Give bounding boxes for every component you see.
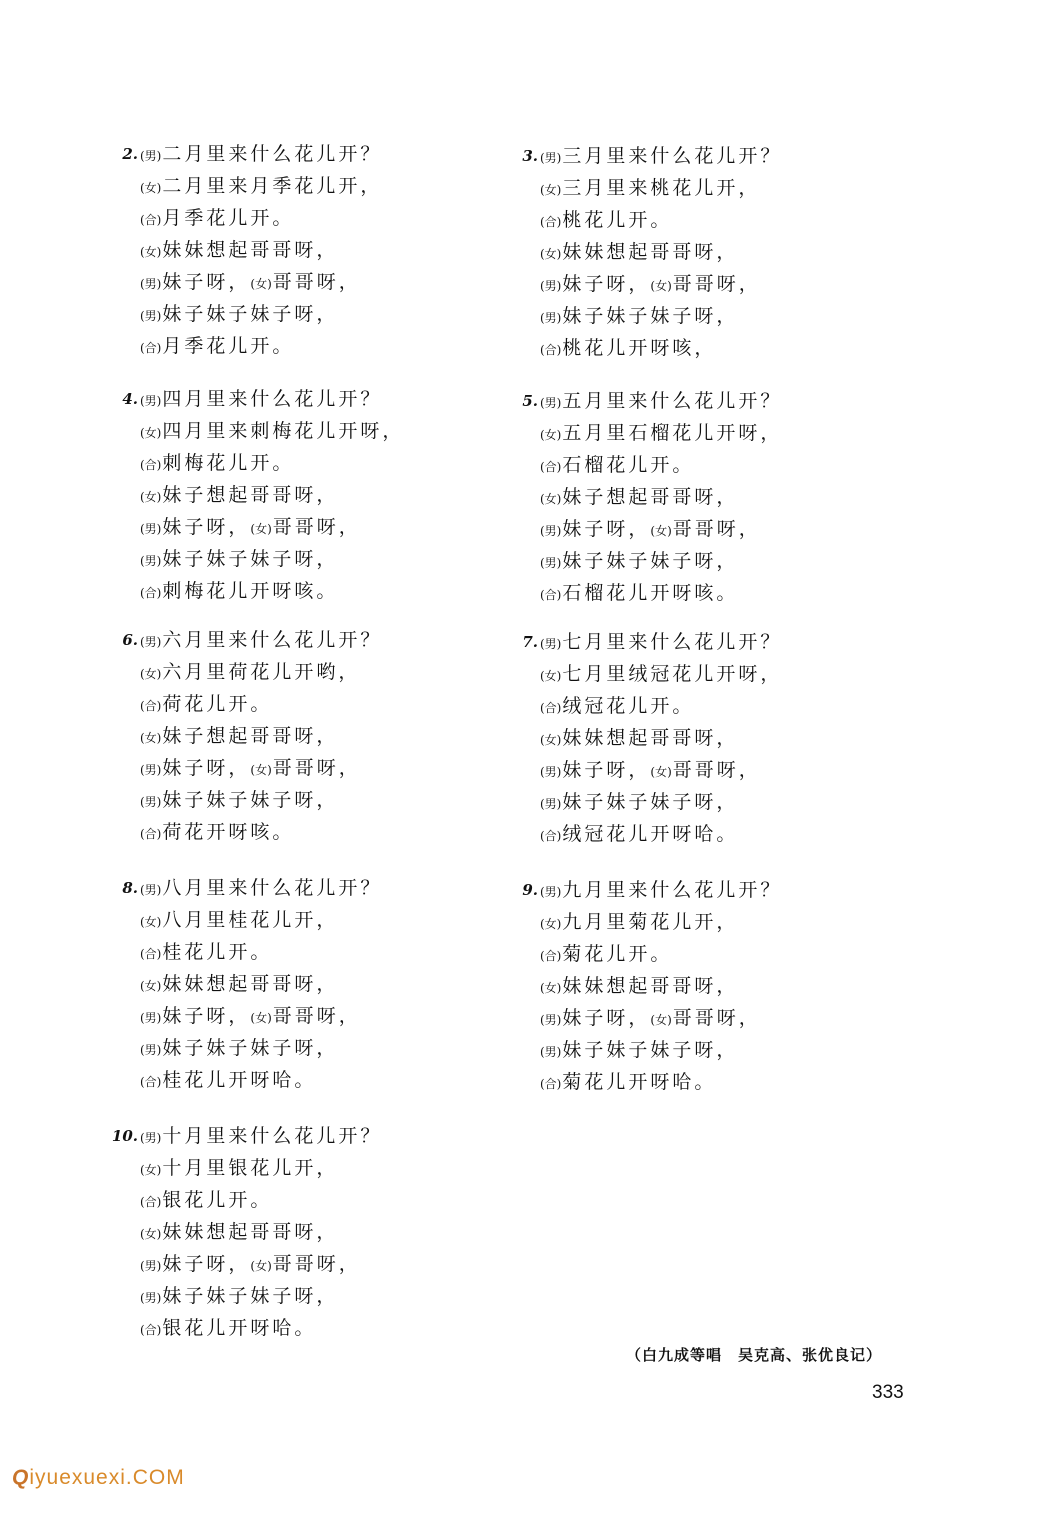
lyric-text: 妹妹想起哥哥呀， bbox=[162, 1221, 339, 1243]
lyric-line bbox=[140, 511, 540, 543]
singer-role: (男) bbox=[140, 277, 162, 291]
verse-10 bbox=[111, 1120, 540, 1344]
lyric-line bbox=[140, 688, 540, 720]
verse-2 bbox=[122, 138, 540, 362]
lyric-text: 五月里石榴花儿开呀， bbox=[562, 422, 783, 444]
singer-role: (女) bbox=[250, 1011, 272, 1025]
verse-number: 9. bbox=[522, 881, 538, 899]
lyric-text: 桃花儿开呀咳， bbox=[562, 337, 717, 359]
lyric-text: 七月里来什么花儿开？ bbox=[562, 631, 783, 653]
singer-role: (男) bbox=[540, 151, 562, 165]
lyric-text: 妹子呀， bbox=[562, 759, 651, 781]
verse-number: 10. bbox=[111, 1127, 138, 1145]
lyric-text: 哥哥呀， bbox=[272, 1005, 361, 1027]
singer-role: (男) bbox=[140, 309, 162, 323]
lyric-text: 妹子妹子妹子呀， bbox=[162, 548, 339, 570]
watermark-logo-q: Q bbox=[12, 1466, 30, 1489]
lyric-line bbox=[140, 1312, 540, 1344]
lyric-text: 十月里银花儿开， bbox=[162, 1157, 339, 1179]
lyric-text: 哥哥呀， bbox=[672, 1007, 761, 1029]
singer-role: (合) bbox=[140, 827, 162, 841]
lyric-line bbox=[140, 1000, 540, 1032]
lyric-line bbox=[140, 1064, 540, 1096]
lyric-line bbox=[140, 1184, 540, 1216]
lyric-text: 妹子妹子妹子呀， bbox=[562, 1039, 739, 1061]
lyric-line bbox=[540, 754, 940, 786]
singer-role: (合) bbox=[140, 1323, 162, 1337]
singer-role: (男) bbox=[140, 1259, 162, 1273]
lyric-line bbox=[540, 481, 940, 513]
singer-role: (女) bbox=[140, 490, 162, 504]
verse-3 bbox=[522, 140, 940, 364]
singer-role: (女) bbox=[650, 524, 672, 538]
lyric-text: 四月里来什么花儿开？ bbox=[162, 388, 383, 410]
verse-number: 2. bbox=[122, 145, 138, 163]
lyric-line bbox=[540, 513, 940, 545]
verse-8 bbox=[122, 872, 540, 1096]
lyric-line bbox=[522, 874, 940, 906]
singer-role: (合) bbox=[540, 949, 562, 963]
lyric-line bbox=[540, 786, 940, 818]
lyric-line bbox=[140, 479, 540, 511]
singer-role: (男) bbox=[540, 396, 562, 410]
lyric-text: 妹妹想起哥哥呀， bbox=[562, 975, 739, 997]
singer-role: (男) bbox=[140, 149, 162, 163]
verse-4 bbox=[122, 383, 540, 607]
lyric-text: 哥哥呀， bbox=[272, 271, 361, 293]
singer-role: (合) bbox=[140, 947, 162, 961]
lyric-line bbox=[540, 970, 940, 1002]
lyric-text: 妹子妹子妹子呀， bbox=[562, 791, 739, 813]
lyric-text: 妹子妹子妹子呀， bbox=[162, 789, 339, 811]
lyric-line bbox=[540, 268, 940, 300]
lyric-text: 绒冠花儿开。 bbox=[562, 695, 695, 717]
lyric-line bbox=[140, 968, 540, 1000]
singer-role: (女) bbox=[540, 917, 562, 931]
singer-role: (女) bbox=[650, 1013, 672, 1027]
singer-role: (合) bbox=[140, 458, 162, 472]
lyric-text: 哥哥呀， bbox=[672, 518, 761, 540]
lyric-text: 哥哥呀， bbox=[272, 1253, 361, 1275]
singer-role: (男) bbox=[540, 885, 562, 899]
lyric-line bbox=[140, 266, 540, 298]
singer-role: (女) bbox=[140, 731, 162, 745]
lyric-text: 十月里来什么花儿开？ bbox=[162, 1125, 383, 1147]
singer-role: (女) bbox=[650, 765, 672, 779]
lyric-line bbox=[540, 577, 940, 609]
singer-role: (男) bbox=[540, 637, 562, 651]
singer-role: (女) bbox=[540, 733, 562, 747]
singer-role: (女) bbox=[540, 428, 562, 442]
lyric-line bbox=[540, 332, 940, 364]
lyric-text: 银花儿开呀哈。 bbox=[162, 1317, 317, 1339]
lyric-line bbox=[540, 236, 940, 268]
singer-role: (合) bbox=[540, 829, 562, 843]
lyric-text: 妹妹想起哥哥呀， bbox=[162, 973, 339, 995]
lyric-line bbox=[140, 1248, 540, 1280]
singer-role: (合) bbox=[540, 701, 562, 715]
lyric-text: 九月里菊花儿开， bbox=[562, 911, 739, 933]
singer-role: (女) bbox=[540, 183, 562, 197]
lyric-line bbox=[540, 938, 940, 970]
lyric-text: 妹子妹子妹子呀， bbox=[162, 303, 339, 325]
lyric-text: 银花儿开。 bbox=[162, 1189, 273, 1211]
lyric-text: 桃花儿开。 bbox=[562, 209, 673, 231]
singer-role: (男) bbox=[540, 524, 562, 538]
lyric-line bbox=[140, 1152, 540, 1184]
lyric-line bbox=[540, 204, 940, 236]
singer-role: (男) bbox=[140, 1291, 162, 1305]
lyric-text: 刺梅花儿开呀咳。 bbox=[162, 580, 339, 602]
singer-role: (男) bbox=[540, 311, 562, 325]
lyric-text: 三月里来什么花儿开？ bbox=[562, 145, 783, 167]
singer-role: (女) bbox=[140, 245, 162, 259]
lyric-line bbox=[140, 784, 540, 816]
singer-role: (合) bbox=[140, 1075, 162, 1089]
lyric-text: 月季花儿开。 bbox=[162, 335, 295, 357]
lyric-line bbox=[140, 1032, 540, 1064]
lyric-line bbox=[140, 816, 540, 848]
singer-role: (合) bbox=[140, 586, 162, 600]
lyric-text: 哥哥呀， bbox=[672, 759, 761, 781]
singer-role: (女) bbox=[140, 915, 162, 929]
lyric-line bbox=[140, 415, 540, 447]
lyric-text: 妹子想起哥哥呀， bbox=[162, 725, 339, 747]
singer-role: (女) bbox=[140, 979, 162, 993]
singer-role: (男) bbox=[140, 1043, 162, 1057]
lyric-text: 妹子呀， bbox=[162, 757, 251, 779]
lyric-line bbox=[540, 690, 940, 722]
lyric-line bbox=[122, 872, 540, 904]
singer-role: (男) bbox=[140, 795, 162, 809]
verse-number: 8. bbox=[122, 879, 138, 897]
lyric-text: 八月里桂花儿开， bbox=[162, 909, 339, 931]
lyric-line bbox=[540, 1034, 940, 1066]
lyric-text: 哥哥呀， bbox=[272, 516, 361, 538]
lyric-line bbox=[140, 1216, 540, 1248]
verse-number: 4. bbox=[122, 390, 138, 408]
singer-role: (男) bbox=[540, 797, 562, 811]
lyric-text: 七月里绒冠花儿开呀， bbox=[562, 663, 783, 685]
singer-role: (女) bbox=[140, 1163, 162, 1177]
site-watermark bbox=[12, 1466, 185, 1490]
lyric-line bbox=[140, 170, 540, 202]
verse-9 bbox=[522, 874, 940, 1098]
lyric-text: 四月里来刺梅花儿开呀， bbox=[162, 420, 405, 442]
lyric-text: 六月里来什么花儿开？ bbox=[162, 629, 383, 651]
singer-role: (女) bbox=[140, 667, 162, 681]
lyric-line bbox=[122, 383, 540, 415]
lyric-text: 石榴花儿开。 bbox=[562, 454, 695, 476]
singer-role: (男) bbox=[140, 554, 162, 568]
lyric-text: 六月里荷花儿开哟， bbox=[162, 661, 361, 683]
verse-6 bbox=[122, 624, 540, 848]
lyric-line bbox=[540, 1066, 940, 1098]
lyric-line bbox=[140, 543, 540, 575]
singer-role: (女) bbox=[250, 277, 272, 291]
page-number: 333 bbox=[872, 1382, 904, 1403]
singer-role: (女) bbox=[650, 279, 672, 293]
verse-number: 3. bbox=[522, 147, 538, 165]
lyric-text: 妹子呀， bbox=[562, 273, 651, 295]
lyric-text: 哥哥呀， bbox=[672, 273, 761, 295]
lyric-text: 九月里来什么花儿开？ bbox=[562, 879, 783, 901]
lyric-text: 妹子妹子妹子呀， bbox=[162, 1037, 339, 1059]
singer-role: (男) bbox=[540, 279, 562, 293]
singer-role: (女) bbox=[250, 522, 272, 536]
lyric-line bbox=[140, 298, 540, 330]
singer-role: (合) bbox=[540, 460, 562, 474]
verse-5 bbox=[522, 385, 940, 609]
lyric-line bbox=[540, 300, 940, 332]
lyric-line bbox=[540, 658, 940, 690]
singer-role: (女) bbox=[540, 981, 562, 995]
singer-role: (合) bbox=[540, 1077, 562, 1091]
lyric-line bbox=[522, 140, 940, 172]
singer-role: (男) bbox=[140, 1131, 162, 1145]
lyric-text: 桂花儿开呀哈。 bbox=[162, 1069, 317, 1091]
verse-number: 7. bbox=[522, 633, 538, 651]
lyric-line bbox=[140, 904, 540, 936]
singer-role: (女) bbox=[250, 763, 272, 777]
lyric-line bbox=[522, 626, 940, 658]
singer-role: (男) bbox=[140, 763, 162, 777]
lyric-text: 妹妹想起哥哥呀， bbox=[562, 241, 739, 263]
lyric-text: 妹子妹子妹子呀， bbox=[562, 550, 739, 572]
singer-role: (合) bbox=[140, 213, 162, 227]
lyric-line bbox=[140, 575, 540, 607]
lyric-text: 三月里来桃花儿开， bbox=[562, 177, 761, 199]
singer-role: (合) bbox=[140, 341, 162, 355]
lyric-text: 荷花开呀咳。 bbox=[162, 821, 295, 843]
lyric-line bbox=[140, 447, 540, 479]
lyric-line bbox=[522, 385, 940, 417]
lyric-line bbox=[111, 1120, 540, 1152]
singer-role: (男) bbox=[140, 394, 162, 408]
watermark-text: iyuexuexi.COM bbox=[29, 1466, 185, 1489]
singer-credit: （白九成等唱 吴克高、张优良记） bbox=[626, 1346, 883, 1364]
singer-role: (男) bbox=[540, 556, 562, 570]
lyric-text: 妹子呀， bbox=[562, 518, 651, 540]
lyric-line bbox=[540, 1002, 940, 1034]
lyric-text: 荷花儿开。 bbox=[162, 693, 273, 715]
lyric-line bbox=[540, 449, 940, 481]
singer-role: (男) bbox=[540, 1045, 562, 1059]
singer-role: (男) bbox=[140, 1011, 162, 1025]
singer-role: (男) bbox=[140, 883, 162, 897]
lyric-line bbox=[140, 720, 540, 752]
lyric-line bbox=[122, 624, 540, 656]
lyric-line bbox=[540, 545, 940, 577]
singer-role: (女) bbox=[140, 426, 162, 440]
lyric-text: 八月里来什么花儿开？ bbox=[162, 877, 383, 899]
singer-role: (男) bbox=[140, 522, 162, 536]
lyric-text: 五月里来什么花儿开？ bbox=[562, 390, 783, 412]
singer-role: (女) bbox=[540, 247, 562, 261]
lyric-text: 妹子呀， bbox=[162, 1005, 251, 1027]
singer-role: (合) bbox=[540, 588, 562, 602]
singer-role: (女) bbox=[250, 1259, 272, 1273]
lyric-text: 妹子妹子妹子呀， bbox=[562, 305, 739, 327]
singer-role: (男) bbox=[140, 635, 162, 649]
lyric-text: 二月里来什么花儿开？ bbox=[162, 143, 383, 165]
singer-role: (合) bbox=[540, 215, 562, 229]
lyric-line bbox=[540, 906, 940, 938]
lyric-line bbox=[140, 330, 540, 362]
lyric-line bbox=[140, 656, 540, 688]
lyric-line bbox=[140, 936, 540, 968]
lyric-text: 月季花儿开。 bbox=[162, 207, 295, 229]
singer-role: (男) bbox=[540, 765, 562, 779]
singer-role: (女) bbox=[140, 1227, 162, 1241]
lyric-text: 妹子呀， bbox=[162, 516, 251, 538]
lyric-line bbox=[122, 138, 540, 170]
lyric-text: 刺梅花儿开。 bbox=[162, 452, 295, 474]
lyric-text: 妹子妹子妹子呀， bbox=[162, 1285, 339, 1307]
lyric-line bbox=[540, 818, 940, 850]
lyric-text: 妹子呀， bbox=[162, 1253, 251, 1275]
lyric-line bbox=[540, 172, 940, 204]
lyric-line bbox=[540, 417, 940, 449]
lyric-line bbox=[540, 722, 940, 754]
lyric-text: 菊花儿开呀哈。 bbox=[562, 1071, 717, 1093]
lyric-text: 桂花儿开。 bbox=[162, 941, 273, 963]
lyric-text: 二月里来月季花儿开， bbox=[162, 175, 383, 197]
lyric-text: 妹子呀， bbox=[562, 1007, 651, 1029]
lyric-text: 妹妹想起哥哥呀， bbox=[562, 727, 739, 749]
lyric-line bbox=[140, 234, 540, 266]
singer-role: (男) bbox=[540, 1013, 562, 1027]
verse-number: 6. bbox=[122, 631, 138, 649]
verse-number: 5. bbox=[522, 392, 538, 410]
lyric-text: 妹子想起哥哥呀， bbox=[562, 486, 739, 508]
singer-role: (合) bbox=[140, 699, 162, 713]
lyric-text: 菊花儿开。 bbox=[562, 943, 673, 965]
singer-role: (女) bbox=[140, 181, 162, 195]
lyric-line bbox=[140, 202, 540, 234]
lyric-text: 哥哥呀， bbox=[272, 757, 361, 779]
lyric-text: 石榴花儿开呀咳。 bbox=[562, 582, 739, 604]
lyric-line bbox=[140, 752, 540, 784]
singer-role: (合) bbox=[140, 1195, 162, 1209]
lyric-line bbox=[140, 1280, 540, 1312]
singer-role: (女) bbox=[540, 492, 562, 506]
singer-role: (合) bbox=[540, 343, 562, 357]
verse-7 bbox=[522, 626, 940, 850]
lyric-text: 绒冠花儿开呀哈。 bbox=[562, 823, 739, 845]
lyric-text: 妹子呀， bbox=[162, 271, 251, 293]
singer-role: (女) bbox=[540, 669, 562, 683]
lyric-text: 妹子想起哥哥呀， bbox=[162, 484, 339, 506]
lyric-text: 妹妹想起哥哥呀， bbox=[162, 239, 339, 261]
